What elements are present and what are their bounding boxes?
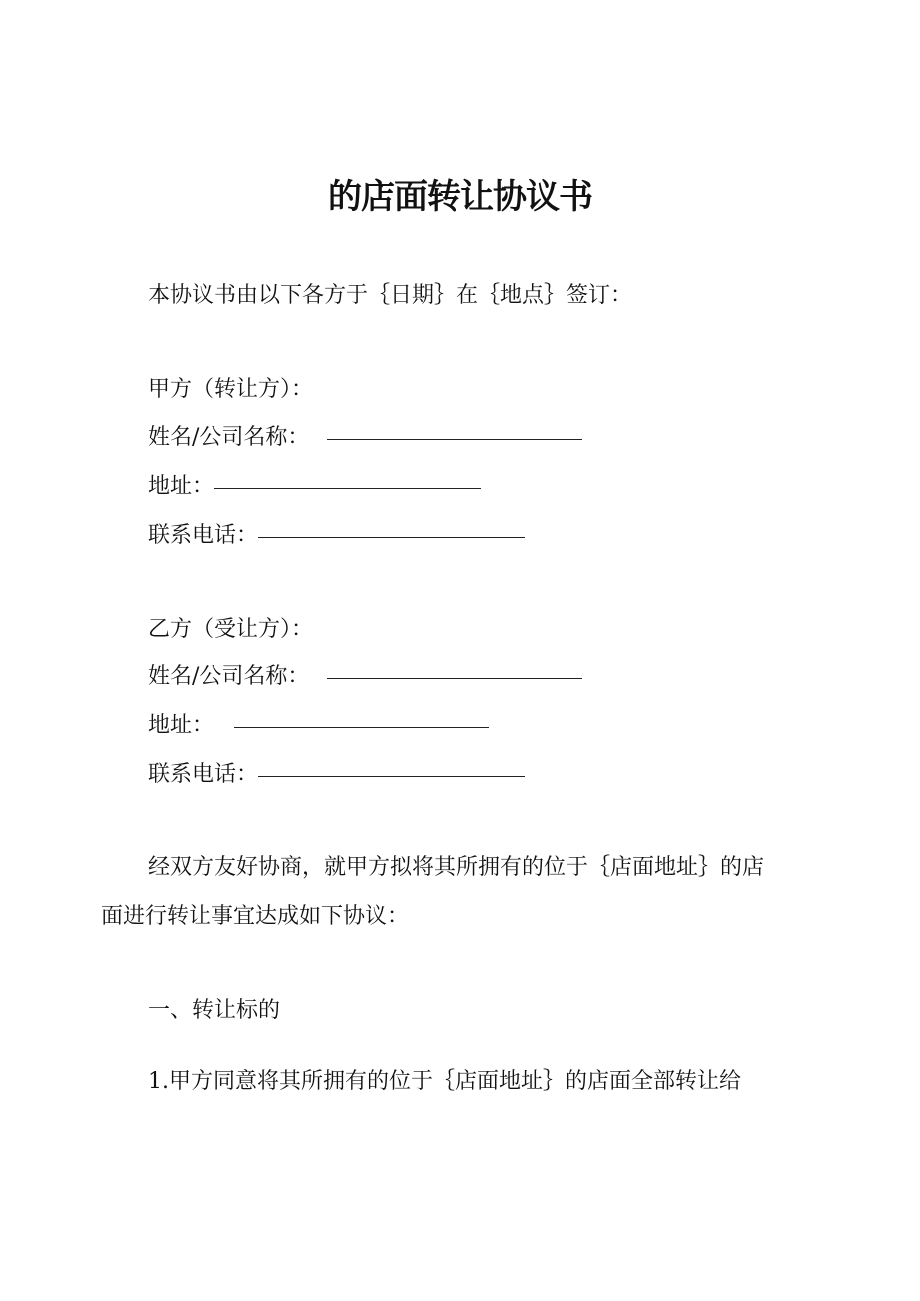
- party-a-name-label: 姓名/公司名称：: [148, 425, 310, 450]
- party-a-phone-label: 联系电话：: [148, 523, 259, 548]
- party-a-phone-row: [148, 520, 525, 552]
- clause-1-text: 1.甲方同意将其所拥有的位于｛店面地址｝的店面全部转让给: [148, 1069, 741, 1094]
- party-a-phone-blank[interactable]: [258, 536, 525, 538]
- party-a-name-blank[interactable]: [327, 438, 582, 440]
- section-1-heading: 一、转让标的: [148, 998, 281, 1023]
- party-b-phone-label: 联系电话：: [148, 762, 259, 787]
- party-b-name-label: 姓名/公司名称：: [148, 664, 310, 689]
- party-b-name-blank[interactable]: [327, 677, 582, 679]
- party-b-address-label: 地址：: [148, 713, 215, 738]
- paragraph-line-2: 面进行转让事宜达成如下协议：: [101, 904, 410, 929]
- party-a-address-row: [148, 471, 481, 503]
- party-a-address-label: 地址：: [148, 474, 215, 499]
- party-a-address-blank[interactable]: [214, 487, 481, 489]
- party-a-name-row: [148, 422, 582, 454]
- party-b-phone-row: [148, 759, 525, 791]
- party-b-address-row: [148, 710, 489, 742]
- party-b-address-blank[interactable]: [234, 726, 489, 728]
- party-b-phone-blank[interactable]: [258, 775, 525, 777]
- party-a-heading: 甲方（转让方）：: [148, 377, 314, 402]
- intro-text: 本协议书由以下各方于｛日期｝在｛地点｝签订：: [148, 283, 633, 308]
- paragraph-line-1: 经双方友好协商，就甲方拟将其所拥有的位于｛店面地址｝的店: [148, 855, 765, 880]
- party-b-name-row: [148, 661, 582, 693]
- document-title: 的店面转让协议书: [328, 177, 592, 217]
- party-b-heading: 乙方（受让方）：: [148, 617, 314, 642]
